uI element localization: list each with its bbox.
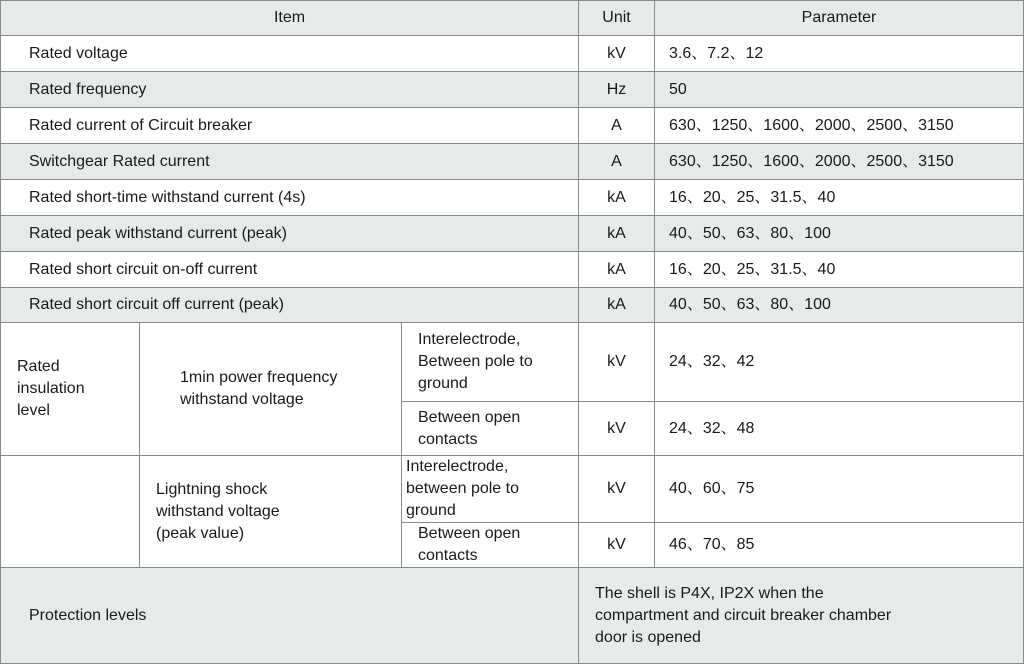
row-unit: A bbox=[579, 108, 655, 144]
row-item: Rated short circuit off current (peak) bbox=[1, 288, 579, 323]
power-frequency-sub2-parameter: 24、32、48 bbox=[655, 402, 1024, 456]
lightning-sub1-unit: kV bbox=[579, 456, 655, 523]
power-frequency-sub1-parameter: 24、32、42 bbox=[655, 323, 1024, 402]
row-parameter: 3.6、7.2、12 bbox=[655, 36, 1024, 72]
power-frequency-sub1-unit: kV bbox=[579, 323, 655, 402]
row-item: Rated voltage bbox=[1, 36, 579, 72]
row-unit: kV bbox=[579, 36, 655, 72]
row-item: Rated short-time withstand current (4s) bbox=[1, 180, 579, 216]
table-row bbox=[1, 180, 1024, 216]
row-parameter: 40、50、63、80、100 bbox=[655, 288, 1024, 323]
table-row bbox=[1, 252, 1024, 288]
row-unit: kA bbox=[579, 288, 655, 323]
protection-row bbox=[1, 568, 1024, 664]
table-row bbox=[1, 36, 1024, 72]
table-row bbox=[1, 288, 1024, 323]
header-unit: Unit bbox=[579, 1, 655, 36]
row-unit: kA bbox=[579, 216, 655, 252]
power-frequency-sub2-unit: kV bbox=[579, 402, 655, 456]
row-parameter: 40、50、63、80、100 bbox=[655, 216, 1024, 252]
lightning-sub1-parameter: 40、60、75 bbox=[655, 456, 1024, 523]
row-item: Rated peak withstand current (peak) bbox=[1, 216, 579, 252]
row-unit: A bbox=[579, 144, 655, 180]
lightning-sub2-label: Between open contacts bbox=[402, 523, 579, 568]
row-unit: kA bbox=[579, 252, 655, 288]
row-unit: Hz bbox=[579, 72, 655, 108]
insulation-group-continuation bbox=[1, 456, 140, 568]
lightning-sub1-label: Interelectrode, between pole to ground bbox=[402, 456, 579, 523]
row-parameter: 16、20、25、31.5、40 bbox=[655, 180, 1024, 216]
row-item: Switchgear Rated current bbox=[1, 144, 579, 180]
protection-item: Protection levels bbox=[1, 568, 579, 664]
table-row bbox=[1, 216, 1024, 252]
row-item: Rated current of Circuit breaker bbox=[1, 108, 579, 144]
header-parameter: Parameter bbox=[655, 1, 1024, 36]
power-frequency-label: 1min power frequency withstand voltage bbox=[140, 323, 402, 456]
lightning-sub2-parameter: 46、70、85 bbox=[655, 523, 1024, 568]
lightning-sub2-unit: kV bbox=[579, 523, 655, 568]
row-item: Rated short circuit on-off current bbox=[1, 252, 579, 288]
table-row bbox=[1, 144, 1024, 180]
insulation-row bbox=[1, 456, 1024, 523]
insulation-row bbox=[1, 323, 1024, 402]
row-parameter: 16、20、25、31.5、40 bbox=[655, 252, 1024, 288]
insulation-group-label: Rated insulation level bbox=[1, 323, 140, 456]
row-parameter: 630、1250、1600、2000、2500、3150 bbox=[655, 108, 1024, 144]
table-row bbox=[1, 72, 1024, 108]
header-row bbox=[1, 1, 1024, 36]
header-item: Item bbox=[1, 1, 579, 36]
power-frequency-sub1-label: Interelectrode, Between pole to ground bbox=[402, 323, 579, 402]
row-item: Rated frequency bbox=[1, 72, 579, 108]
table-row bbox=[1, 108, 1024, 144]
lightning-label: Lightning shock withstand voltage (peak value) bbox=[140, 456, 402, 568]
row-parameter: 50 bbox=[655, 72, 1024, 108]
row-parameter: 630、1250、1600、2000、2500、3150 bbox=[655, 144, 1024, 180]
row-unit: kA bbox=[579, 180, 655, 216]
protection-parameter: The shell is P4X, IP2X when the compartment and circuit breaker chamber door is opened bbox=[579, 568, 1024, 664]
power-frequency-sub2-label: Between open contacts bbox=[402, 402, 579, 456]
